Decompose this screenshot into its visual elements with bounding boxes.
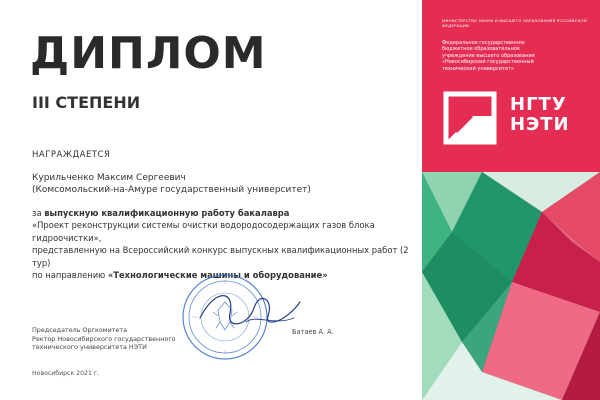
- org-line-5: технический университет»: [442, 65, 514, 72]
- ministry-text: МИНИСТЕРСТВО НАУКИ И ВЫСШЕГО ОБРАЗОВАНИЯ РОССИЙСКОЙ ФЕДЕРАЦИИ: [442, 18, 587, 28]
- org-line-2: бюджетное образовательное: [442, 46, 520, 53]
- body-line-1-prefix: за: [32, 208, 45, 218]
- signer-role-2: Ректор Новосибирского государственного: [32, 334, 176, 343]
- signer-role-3: технического университета НЭТИ: [32, 343, 147, 352]
- diploma-degree: III СТЕПЕНИ: [32, 93, 141, 112]
- org-text: [442, 40, 592, 72]
- body-line-3: гидроочистки»,: [32, 232, 102, 243]
- ngtu-logo-icon: [442, 90, 498, 146]
- decorative-geometric-pattern: [422, 172, 600, 400]
- org-line-4: «Новосибирский государственный: [442, 59, 534, 66]
- recipient-block: [32, 172, 311, 196]
- logo-text: [510, 95, 570, 135]
- logo-line-1: НГТУ: [510, 94, 567, 115]
- org-line-3: учреждение высшего образования: [442, 52, 535, 59]
- org-line-1: Федеральное государственное: [442, 40, 525, 46]
- body-line-1-bold: выпускную квалификационную работу бакалавра: [44, 208, 290, 218]
- signature-icon: [190, 278, 310, 348]
- body-line-2: «Проект реконструкции системы очистки водородосодержащих газов блока: [32, 220, 375, 231]
- diploma-title: ДИПЛОМ: [30, 28, 267, 79]
- signer-role-1: Председатель Оргкомитета: [32, 326, 128, 334]
- body-line-5-prefix: по направлению: [32, 270, 108, 281]
- red-header-panel: [422, 0, 600, 172]
- recipient-name: Курильченко Максим Сергеевич: [32, 173, 186, 183]
- body-line-5-bold: «Технологические машины и оборудование»: [107, 270, 328, 281]
- recipient-university: (Комсомольский-на-Амуре государственный университет): [32, 185, 311, 195]
- side-panel: [422, 0, 600, 400]
- awarded-label: НАГРАЖДАЕТСЯ: [32, 150, 111, 160]
- logo-line-2: НЭТИ: [510, 114, 570, 135]
- city-year: Новосибирск 2021 г.: [32, 370, 100, 377]
- signer-block: [32, 326, 176, 352]
- signer-name: Батаев А. А.: [292, 328, 334, 336]
- body-line-4: представленную на Всероссийский конкурс выпускных квалификационных работ (2 тур): [32, 245, 409, 268]
- award-description: [32, 207, 417, 281]
- body-line-1: [32, 207, 417, 219]
